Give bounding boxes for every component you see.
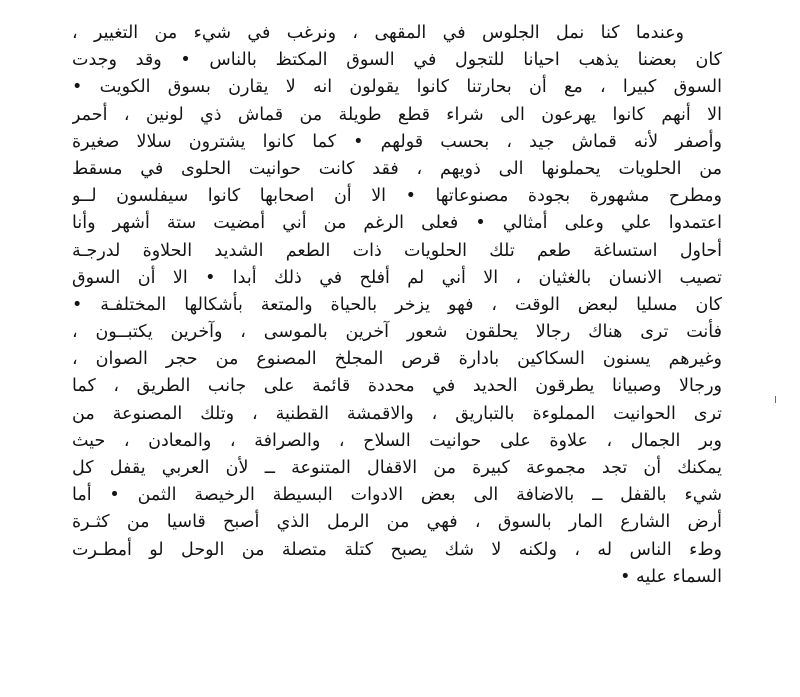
text-line: السوق كبيرا ، مع أن بحارتنا كانوا يقولون انه لا يقارن بسوق الكويت • bbox=[72, 77, 722, 98]
text-line: وبر الجمال ، علاوة على حوانيت السلاح ، والصرافة ، والمعادن ، حيث bbox=[72, 430, 722, 451]
text-line: اعتمدوا علي وعلى أمثالي • فعلى الرغم من أني أمضيت ستة أشهر وأنا bbox=[72, 213, 722, 234]
text-line: وأصفر لأنه قماش جيد ، بحسب قولهم • كما كانوا يشترون سلالا صغيرة bbox=[72, 131, 722, 152]
text-line: ترى الحوانيت المملوءة بالتباريق ، والاقمشة القطنية ، وتلك المصنوعة من bbox=[72, 403, 722, 424]
text-line: أرض الشارع المار بالسوق ، فهي من الرمل الذي أصبح قاسيا من كثـرة bbox=[72, 512, 722, 533]
text-line: وغيرهم يسنون السكاكين بادارة قرص المجلخ المصنوع من حجر الصوان ، bbox=[72, 349, 722, 370]
text-line: ورجالا وصبيانا يطرقون الحديد في محددة قائمة على جانب الطريق ، كما bbox=[72, 376, 722, 397]
text-line: كان مسليا لبعض الوقت ، فهو يزخر بالحياة والمتعة بأشكالها المختلفـة • bbox=[72, 294, 722, 315]
text-line: وطء الناس له ، ولكنه لا شك يصبح كتلة متصلة من الوحل لو أمطـرت bbox=[72, 539, 722, 560]
text-line: شيء بالقفل ــ بالاضافة الى بعض الادوات البسيطة الرخيصة الثمن • أما bbox=[72, 485, 722, 506]
text-line: فأنت ترى هناك رجالا يحلقون شعور آخرين بالموسى ، وآخرين يكتبــون ، bbox=[72, 322, 722, 343]
text-line: يمكنك أن تجد مجموعة كبيرة من الاقفال المتنوعة ــ لأن العربي يقفل كل bbox=[72, 458, 722, 478]
text-line: تصيب الانسان بالغثيان ، الا أني لم أفلح في ذلك أبدا • الا أن السوق bbox=[72, 267, 722, 288]
text-line: كان بعضنا يذهب احيانا للتجول في السوق المكتظ بالناس • وقد وجدت bbox=[72, 50, 722, 71]
text-line: أحاول استساغة طعم تلك الحلويات ذات الطعم الشديد الحلاوة لدرجـة bbox=[72, 240, 722, 261]
text-line: وعندما كنا نمل الجلوس في المقهى ، ونرغب في شيء من التغيير ، bbox=[72, 23, 684, 43]
scan-speck bbox=[775, 396, 776, 403]
text-line: السماء عليه • bbox=[620, 566, 722, 587]
text-line: ومطرح مشهورة بجودة مصنوعاتها • الا أن اصحابها كانوا سيفلسون لــو bbox=[72, 186, 722, 207]
text-line: الا أنهم كانوا يهرعون الى شراء قطع طويلة من قماش ذي لونين ، أحمر bbox=[72, 104, 722, 125]
body-text bbox=[72, 20, 722, 591]
text-line: من الحلويات يحملونها الى ذويهم ، فقد كانت حوانيت الحلوى في مسقط bbox=[72, 158, 722, 179]
